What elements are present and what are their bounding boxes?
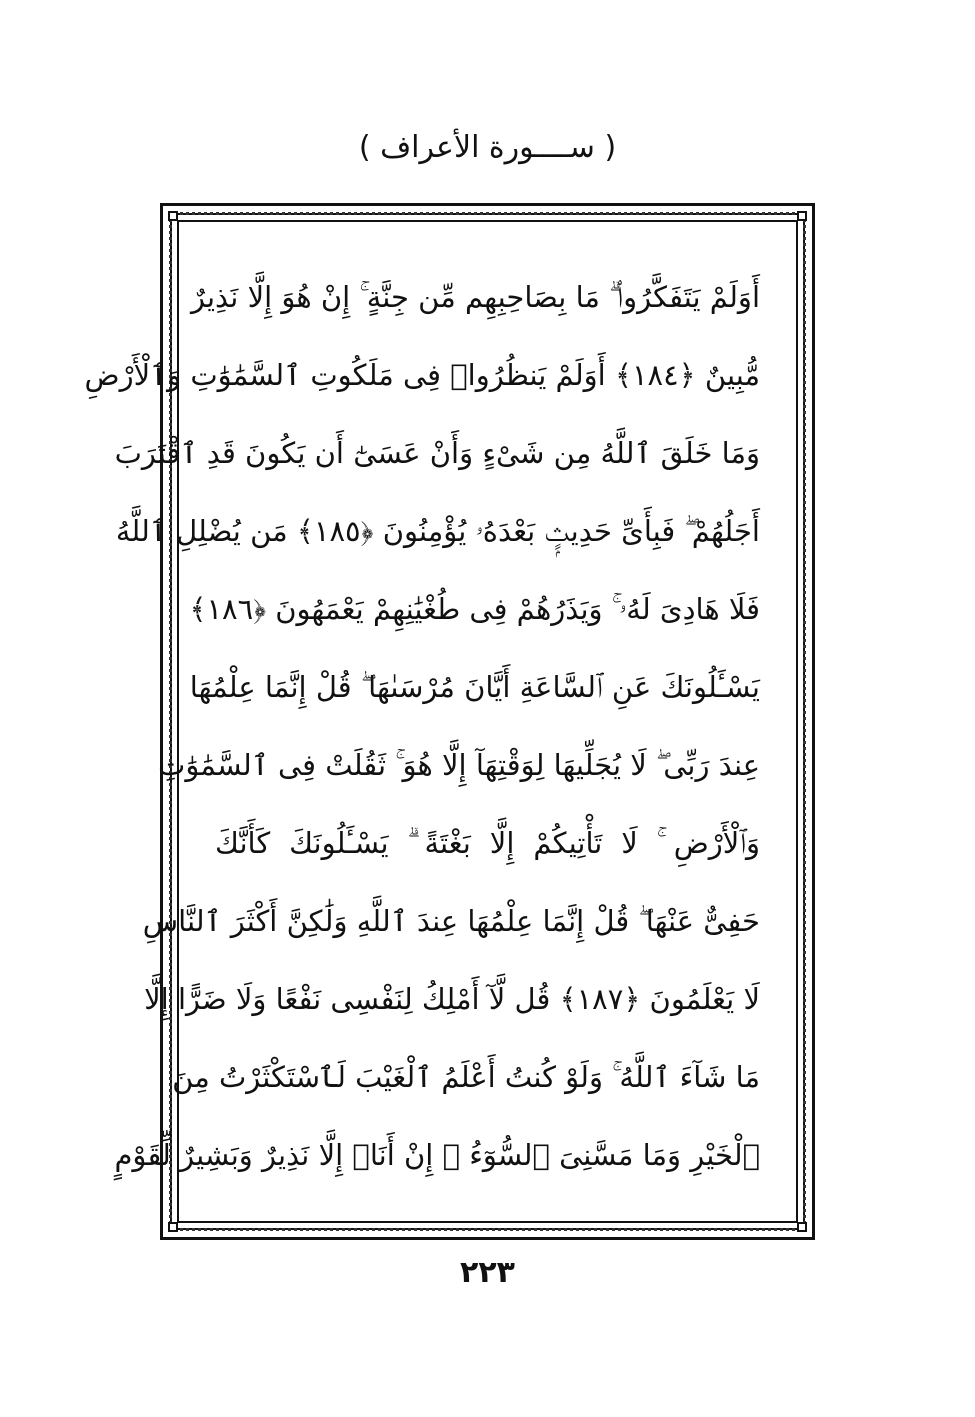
- page-number: ٢٢٣: [460, 1255, 515, 1290]
- text-line-12: ٱلْخَيْرِ وَمَا مَسَّنِىَ ٱلسُّوٓءُ ۚ إِنْ أَنَا۠ إِلَّا نَذِيرٌ وَبَشِيرٌ لِّقَوْمٍ: [114, 1138, 760, 1172]
- text-line-8: وَٱلْأَرْضِ ۚ لَا تَأْتِيكُمْ إِلَّا بَغْتَةً ۗ يَسْـَٔلُونَكَ كَأَنَّكَ: [215, 826, 760, 860]
- text-line-2: مُّبِينٌ ﴿١٨٤﴾ أَوَلَمْ يَنظُرُوا۟ فِى مَلَكُوتِ ٱلسَّمَٰوَٰتِ وَٱلْأَرْضِ: [84, 358, 760, 392]
- text-line-1: أَوَلَمْ يَتَفَكَّرُوا۟ ۗ مَا بِصَاحِبِهِم مِّن جِنَّةٍ ۚ إِنْ هُوَ إِلَّا نَذِيرٌ: [190, 280, 760, 314]
- corner-ornament-top-right: [797, 211, 807, 221]
- text-line-4: أَجَلُهُمْ ۖ فَبِأَىِّ حَدِيثٍۭ بَعْدَهُۥ يُؤْمِنُونَ ﴿١٨٥﴾ مَن يُضْلِلِ ٱللَّهُ: [115, 514, 760, 548]
- text-line-5: فَلَا هَادِىَ لَهُۥ ۚ وَيَذَرُهُمْ فِى طُغْيَٰنِهِمْ يَعْمَهُونَ ﴿١٨٦﴾: [189, 592, 760, 626]
- text-line-7: عِندَ رَبِّى ۖ لَا يُجَلِّيهَا لِوَقْتِهَآ إِلَّا هُوَ ۚ ثَقُلَتْ فِى ٱلسَّمَٰوَٰتِ: [158, 748, 760, 782]
- corner-ornament-bottom-right: [797, 1222, 807, 1232]
- corner-ornament-bottom-left: [168, 1222, 178, 1232]
- text-line-3: وَمَا خَلَقَ ٱللَّهُ مِن شَىْءٍ وَأَنْ عَسَىٰٓ أَن يَكُونَ قَدِ ٱقْتَرَبَ: [114, 436, 760, 470]
- text-line-10: لَا يَعْلَمُونَ ﴿١٨٧﴾ قُل لَّآ أَمْلِكُ لِنَفْسِى نَفْعًا وَلَا ضَرًّا إِلَّا: [144, 982, 760, 1016]
- corner-ornament-top-left: [168, 211, 178, 221]
- quran-text-block: [84, 258, 760, 1194]
- text-line-11: مَا شَآءَ ٱللَّهُ ۚ وَلَوْ كُنتُ أَعْلَمُ ٱلْغَيْبَ لَٱسْتَكْثَرْتُ مِنَ: [172, 1060, 760, 1094]
- text-line-6: يَسْـَٔلُونَكَ عَنِ ٱلسَّاعَةِ أَيَّانَ مُرْسَىٰهَا ۖ قُلْ إِنَّمَا عِلْمُهَا: [189, 670, 760, 704]
- surah-title: ( ســــورة الأعراف ): [358, 130, 617, 165]
- text-line-9: حَفِىٌّ عَنْهَا ۖ قُلْ إِنَّمَا عِلْمُهَا عِندَ ٱللَّهِ وَلَٰكِنَّ أَكْثَرَ ٱلنَّاسِ: [142, 904, 760, 938]
